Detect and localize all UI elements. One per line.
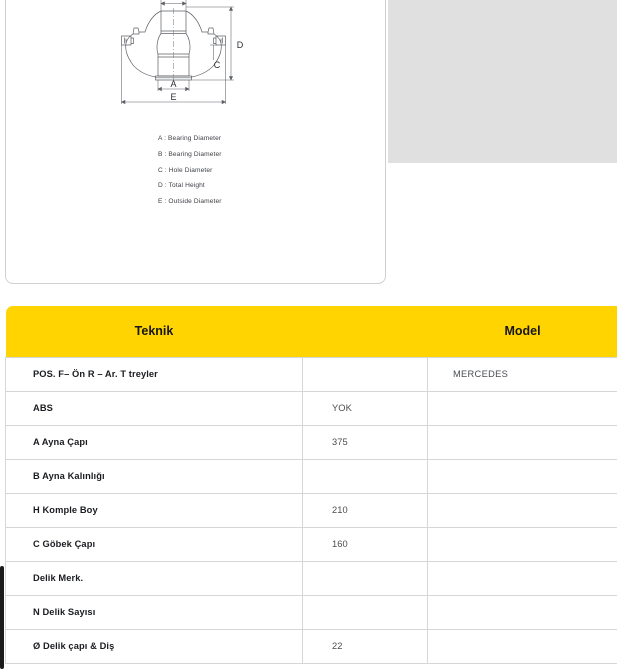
legend-item-e: E : Outside Diameter bbox=[158, 198, 222, 206]
spec-model bbox=[428, 561, 617, 595]
table-body bbox=[6, 357, 617, 663]
vertical-scrollbar-thumb[interactable] bbox=[0, 566, 4, 669]
spec-label: H Komple Boy bbox=[6, 493, 303, 527]
spec-value: 210 bbox=[303, 493, 428, 527]
table-row bbox=[6, 595, 617, 629]
column-header-model: Model bbox=[428, 306, 617, 357]
spec-label: POS. F– Ön R – Ar. T treyler bbox=[6, 357, 303, 391]
spec-value: 375 bbox=[303, 425, 428, 459]
table-row bbox=[6, 391, 617, 425]
spec-value: YOK bbox=[303, 391, 428, 425]
spec-model bbox=[428, 493, 617, 527]
legend-item-b: B : Bearing Diameter bbox=[158, 150, 222, 158]
dimension-label-c: C bbox=[213, 60, 221, 70]
spec-value: 22 bbox=[303, 629, 428, 663]
legend-item-d: D : Total Height bbox=[158, 182, 205, 190]
column-header-teknik: Teknik bbox=[6, 306, 303, 357]
spec-value: 160 bbox=[303, 527, 428, 561]
spec-label: B Ayna Kalınlığı bbox=[6, 459, 303, 493]
spec-value bbox=[303, 357, 428, 391]
technical-drawing-inner bbox=[6, 0, 385, 283]
drawing-legend bbox=[158, 131, 368, 210]
spec-model bbox=[428, 391, 617, 425]
dimension-label-d: D bbox=[236, 40, 244, 50]
spec-label: N Delik Sayısı bbox=[6, 595, 303, 629]
dimension-label-b bbox=[170, 0, 176, 1]
spec-label: ABS bbox=[6, 391, 303, 425]
table-row bbox=[6, 493, 617, 527]
spec-value bbox=[303, 459, 428, 493]
column-header-blank-1 bbox=[303, 306, 428, 357]
spec-value bbox=[303, 595, 428, 629]
table-row bbox=[6, 629, 617, 663]
legend-item-a: A : Bearing Diameter bbox=[158, 135, 222, 142]
spec-model bbox=[428, 425, 617, 459]
spec-label: C Göbek Çapı bbox=[6, 527, 303, 561]
legend-item-c: C : Hole Diameter bbox=[158, 166, 213, 174]
spec-label: Delik Merk. bbox=[6, 561, 303, 595]
table-row bbox=[6, 425, 617, 459]
spec-model bbox=[428, 527, 617, 561]
table-row bbox=[6, 561, 617, 595]
spec-label: Ø Delik çapı & Diş bbox=[6, 629, 303, 663]
table-row bbox=[6, 527, 617, 561]
wheel-hub-drawing-svg bbox=[114, 0, 280, 132]
spec-model bbox=[428, 629, 617, 663]
gray-placeholder-panel bbox=[388, 0, 617, 163]
spec-model bbox=[428, 459, 617, 493]
table-row bbox=[6, 459, 617, 493]
specification-table bbox=[5, 306, 617, 664]
spec-label: A Ayna Çapı bbox=[6, 425, 303, 459]
dimension-label-e: E bbox=[170, 92, 177, 102]
spec-model bbox=[428, 595, 617, 629]
table-row bbox=[6, 357, 617, 391]
table-header-row bbox=[6, 306, 617, 357]
table-head bbox=[6, 306, 617, 357]
technical-drawing-card bbox=[5, 0, 386, 284]
dimension-label-a: A bbox=[170, 79, 177, 89]
spec-model: MERCEDES bbox=[428, 357, 617, 391]
spec-value bbox=[303, 561, 428, 595]
